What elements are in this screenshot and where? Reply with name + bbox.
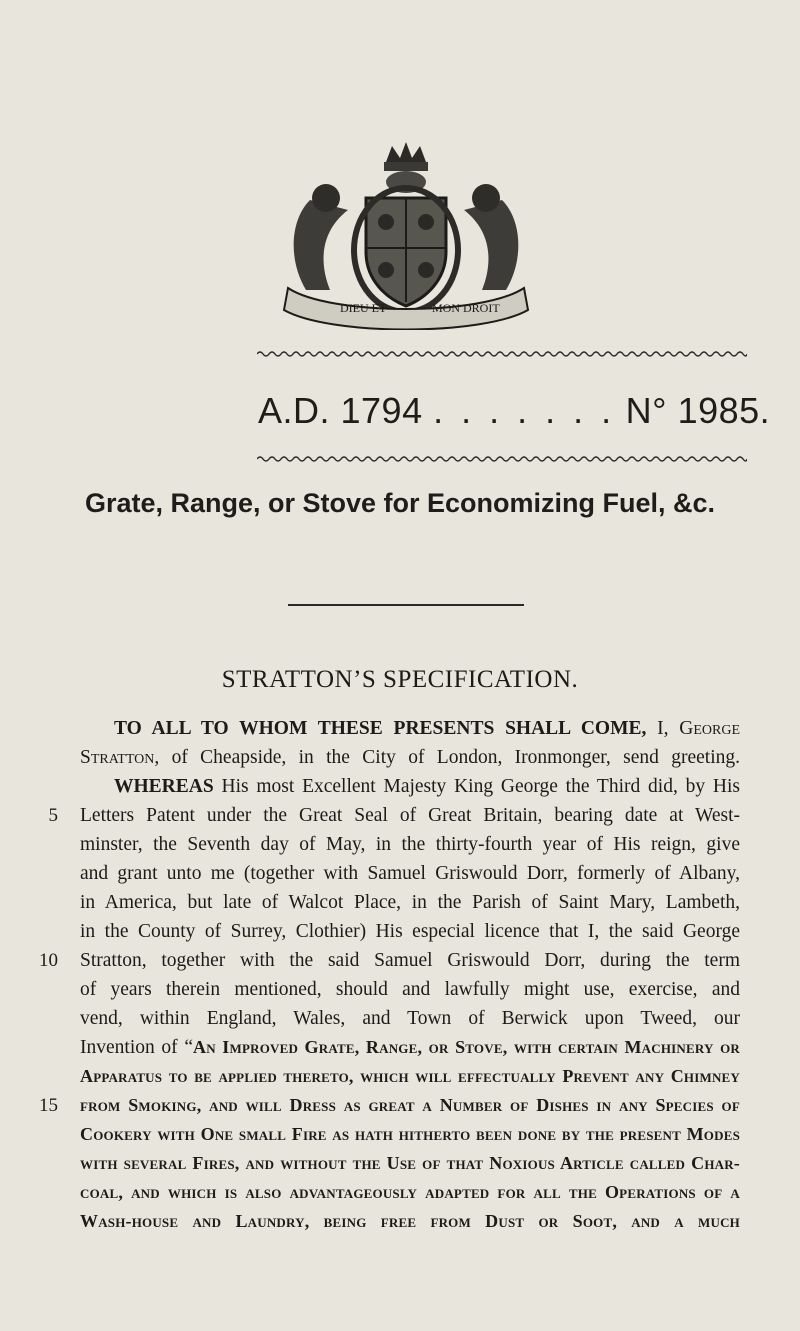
text-line-6: and grant unto me (together with Samuel Griswould Dorr, formerly of Albany, bbox=[80, 863, 740, 884]
crest-motto-left: DIEU ET bbox=[340, 301, 387, 315]
text-line-9: Stratton, together with the said Samuel Griswould Dorr, during the term bbox=[80, 950, 740, 971]
text-line-10: of years therein mentioned, should and lawfully might use, exercise, and bbox=[80, 979, 740, 1000]
leader-dots: . . . . . . . bbox=[433, 390, 616, 431]
line-number-15: 15 bbox=[39, 1095, 58, 1116]
ornamental-rule-top bbox=[257, 350, 747, 358]
text-line-18: Wash-house and Laundry, being free from Dust or Soot, and a much bbox=[80, 1211, 740, 1231]
line-number-5: 5 bbox=[48, 805, 58, 826]
text-line-8: in the County of Surrey, Clothier) His especial licence that I, the said George bbox=[80, 921, 740, 942]
royal-coat-of-arms bbox=[270, 140, 542, 330]
line-number-10: 10 bbox=[39, 950, 58, 971]
text-line-12: Invention of “An Improved Grate, Range, or Stove, with certain Machinery or bbox=[80, 1037, 740, 1058]
ornamental-rule-bottom bbox=[257, 455, 747, 463]
text-line-15: Cookery with One small Fire as hath hitherto been done by the present Modes bbox=[80, 1124, 740, 1144]
year-label: A.D. 1794 bbox=[258, 390, 423, 431]
document-number-line bbox=[258, 390, 771, 432]
specification-heading: STRATTON’S SPECIFICATION. bbox=[221, 666, 579, 693]
specification-body bbox=[80, 714, 740, 1236]
text-line-4: Letters Patent under the Great Seal of Great Britain, bearing date at West- bbox=[80, 805, 740, 826]
text-line-13: Apparatus to be applied thereto, which will effectually Prevent any Chimney bbox=[80, 1066, 740, 1086]
text-line-2: Stratton, of Cheapside, in the City of London, Ironmonger, send greeting. bbox=[80, 747, 740, 768]
text-line-3: WHEREAS His most Excellent Majesty King George the Third did, by His bbox=[114, 776, 740, 797]
text-line-7: in America, but late of Walcot Place, in the Parish of Saint Mary, Lambeth, bbox=[80, 892, 740, 913]
text-line-11: vend, within England, Wales, and Town of Berwick upon Tweed, our bbox=[80, 1008, 740, 1029]
patent-title: Grate, Range, or Stove for Economizing Fuel, &c. bbox=[84, 488, 716, 518]
text-line-1: TO ALL TO WHOM THESE PRESENTS SHALL COME, I, George bbox=[114, 718, 741, 739]
text-line-16: with several Fires, and without the Use of that Noxious Article called Char- bbox=[80, 1153, 740, 1173]
text-line-14: from Smoking, and will Dress as great a Number of Dishes in any Species of bbox=[80, 1095, 740, 1115]
title-divider bbox=[288, 604, 524, 606]
text-line-5: minster, the Seventh day of May, in the thirty-fourth year of His reign, give bbox=[80, 834, 740, 855]
text-line-17: coal, and which is also advantageously adapted for all the Operations of a bbox=[80, 1182, 740, 1202]
crest-motto-right: MON DROIT bbox=[432, 301, 500, 315]
patent-number: N° 1985. bbox=[625, 390, 771, 431]
